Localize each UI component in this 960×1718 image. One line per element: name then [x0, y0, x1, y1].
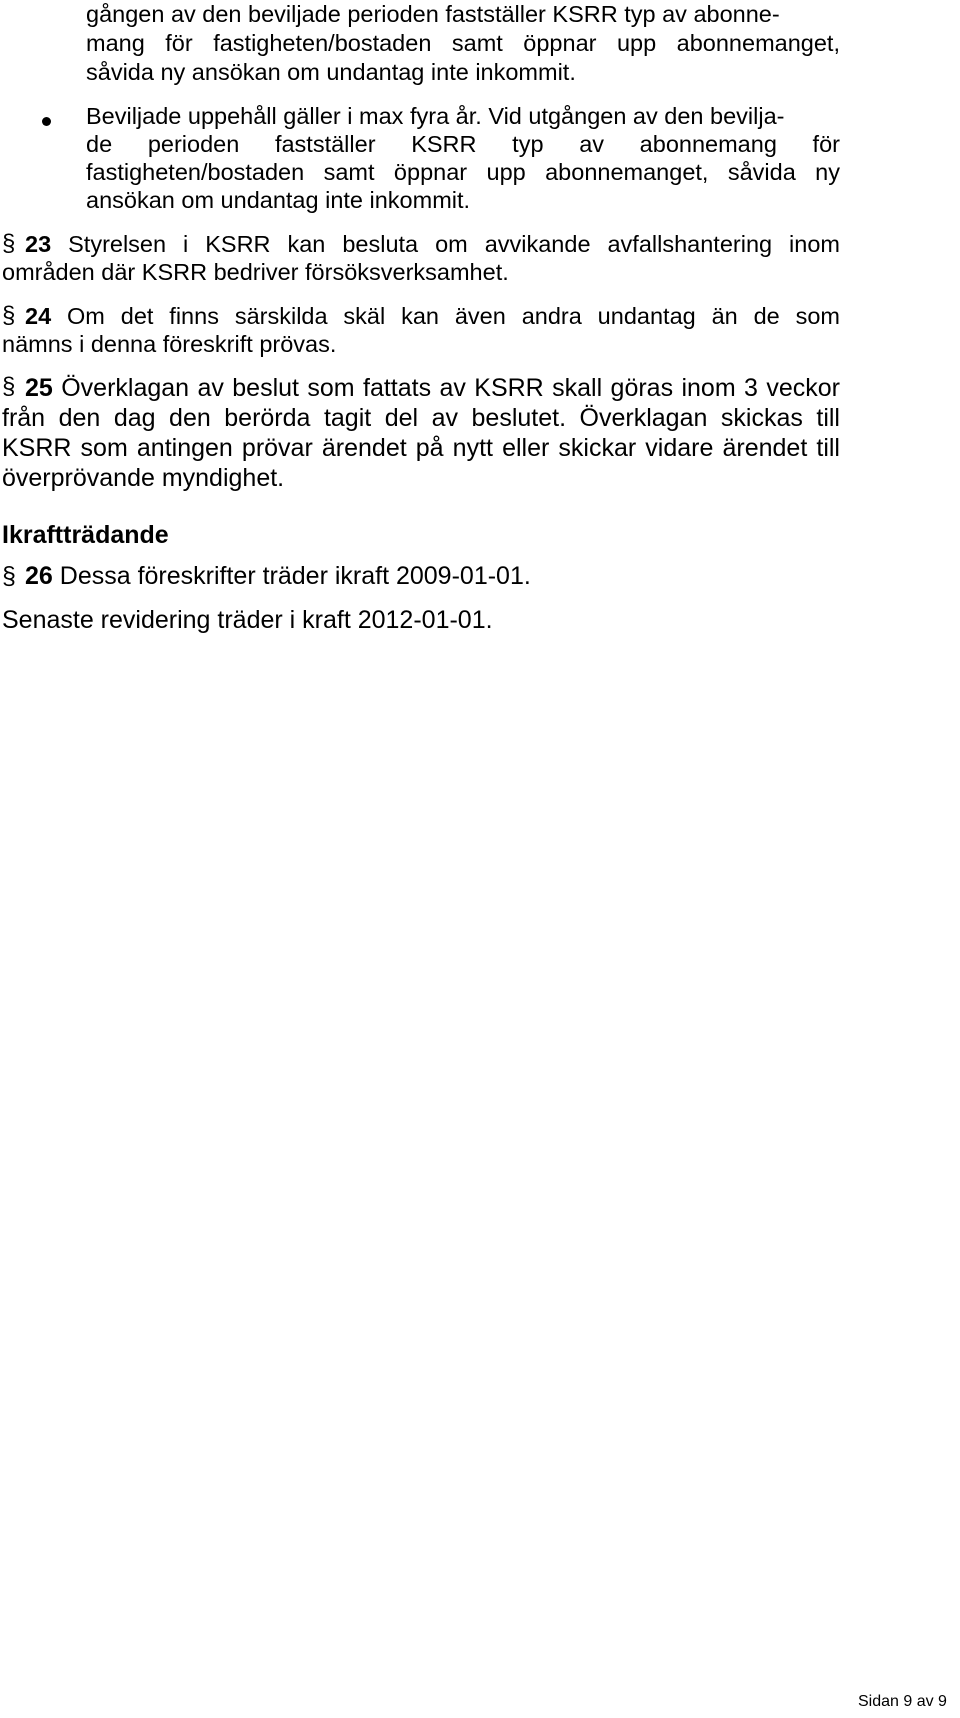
- section-25-line-4: överprövande myndighet.: [2, 464, 285, 492]
- section-symbol-25: §: [2, 373, 16, 400]
- bullet-dot-icon: [42, 117, 51, 126]
- section-23-first-line: [25, 230, 840, 258]
- revision-note: Senaste revidering träder i kraft 2012-01-01.: [2, 606, 493, 634]
- section-23-line-2: områden där KSRR bedriver försöksverksamhet.: [2, 259, 509, 285]
- section-25-first-line: [25, 373, 840, 403]
- section-symbol-24: §: [2, 302, 16, 329]
- section-symbol-23: §: [2, 230, 16, 257]
- section-24-line-2: nämns i denna föreskrift prövas.: [2, 331, 337, 357]
- section-24-number: 24: [25, 303, 52, 329]
- continuation-line-1: gången av den beviljade perioden fastställer KSRR typ av abonne-: [86, 1, 780, 27]
- bullet-line-2: de perioden fastställer KSRR typ av abonnemang för: [86, 131, 840, 157]
- section-26-text: Dessa föreskrifter träder ikraft 2009-01-01.: [59, 562, 531, 590]
- section-24-text: Om det finns särskilda skäl kan även andra undantag än de som: [67, 303, 841, 329]
- section-heading: Ikraftträdande: [2, 521, 169, 549]
- bullet-line-3: fastigheten/bostaden samt öppnar upp abonnemanget, såvida ny: [86, 159, 840, 185]
- section-25-line-2: från den dag den berörda tagit del av beslutet. Överklagan skickas till: [2, 404, 840, 432]
- bullet-line-1: Beviljade uppehåll gäller i max fyra år. Vid utgången av den bevilja-: [86, 103, 785, 129]
- section-26-line: [25, 561, 531, 591]
- bullet-line-4: ansökan om undantag inte inkommit.: [86, 187, 471, 213]
- section-24-first-line: [25, 302, 840, 330]
- section-25-line-3: KSRR som antingen prövar ärendet på nytt eller skickar vidare ärendet till: [2, 434, 840, 462]
- section-23-text: Styrelsen i KSRR kan besluta om avvikande avfallshantering inom: [68, 231, 840, 257]
- continuation-line-2: mang för fastigheten/bostaden samt öppnar upp abonnemanget,: [86, 30, 840, 56]
- section-symbol-26: §: [2, 562, 16, 590]
- section-26-number: 26: [25, 562, 53, 590]
- section-23-number: 23: [25, 231, 52, 257]
- page-number: Sidan 9 av 9: [858, 1693, 947, 1710]
- section-25-text: Överklagan av beslut som fattats av KSRR skall göras inom 3 veckor: [61, 374, 840, 402]
- continuation-line-3: såvida ny ansökan om undantag inte inkommit.: [86, 59, 576, 85]
- section-25-number: 25: [25, 374, 53, 402]
